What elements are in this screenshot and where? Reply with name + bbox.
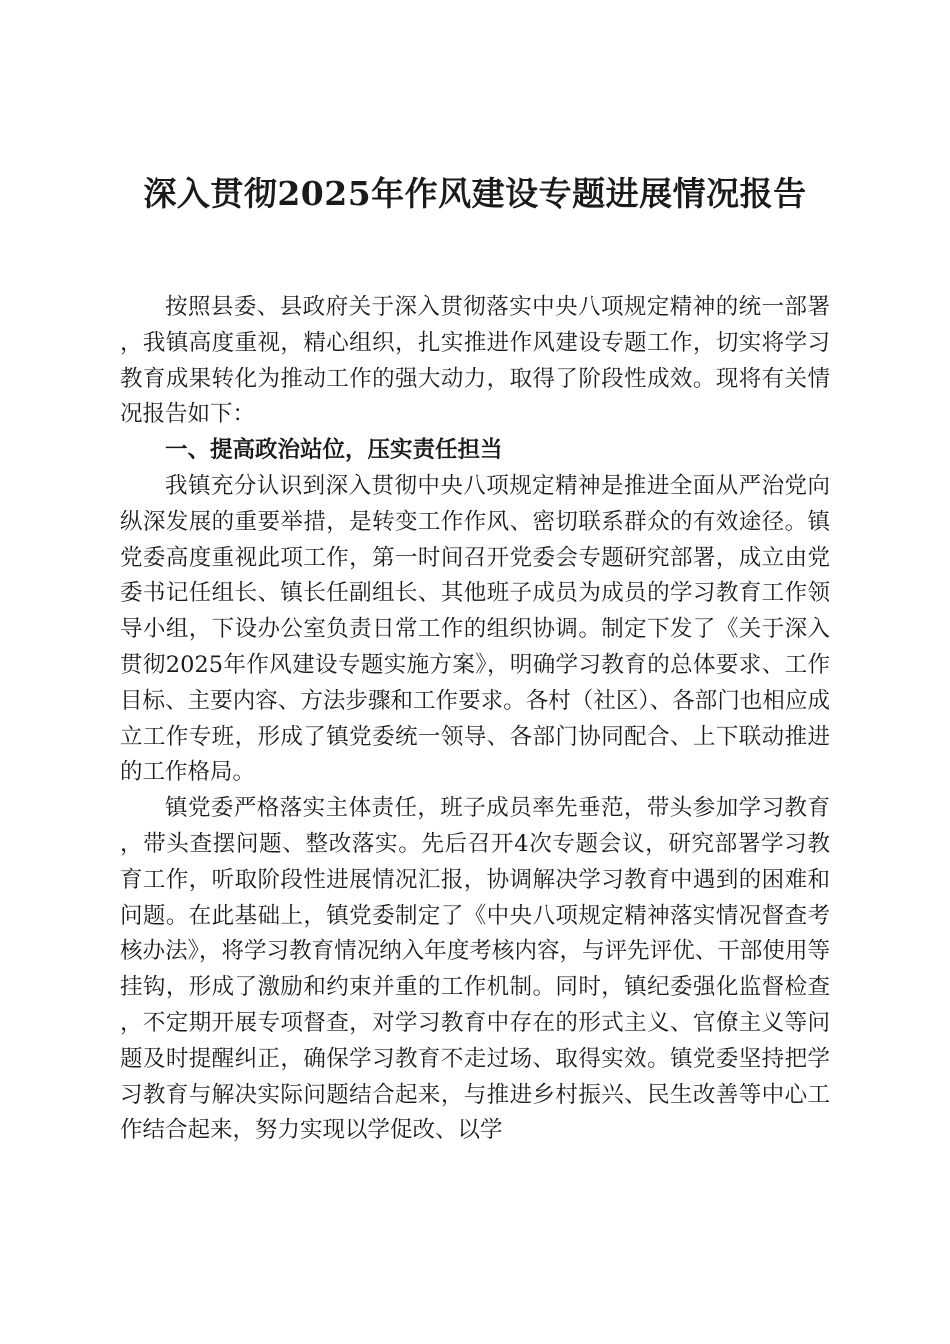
document-title: 深入贯彻2025年作风建设专题进展情况报告 <box>143 174 807 213</box>
intro-paragraph: 按照县委、县政府关于深入贯彻落实中央八项规定精神的统一部署，我镇高度重视，精心组织，扎实推进作风建设专题工作，切实将学习教育成果转化为推动工作的强大动力，取得了阶段性成效。现将有关情况报告如下： <box>120 294 830 428</box>
section-heading: 一、提高政治站位，压实责任担当 <box>165 437 503 464</box>
document-body <box>120 290 830 1149</box>
body-paragraph: 我镇充分认识到深入贯彻中央八项规定精神是推进全面从严治党向纵深发展的重要举措，是转变工作作风、密切联系群众的有效途径。镇党委高度重视此项工作，第一时间召开党委会专题研究部署，成立由党委书记任组长、镇长任副组长、其他班子成员为成员的学习教育工作领导小组，下设办公室负责日常工作的组织协调。制定下发了《关于深入贯彻2025年作风建设专题实施方案》，明确学习教育的总体要求、工作目标、主要内容、方法步骤和工作要求。各村（社区）、各部门也相应成立工作专班，形成了镇党委统一领导、各部门协同配合、上下联动推进的工作格局。 <box>120 472 830 786</box>
body-paragraph: 镇党委严格落实主体责任，班子成员率先垂范，带头参加学习教育，带头查摆问题、整改落实。先后召开4次专题会议，研究部署学习教育工作，听取阶段性进展情况汇报，协调解决学习教育中遇到的困难和问题。在此基础上，镇党委制定了《中央八项规定精神落实情况督查考核办法》，将学习教育情况纳入年度考核内容，与评先评优、干部使用等挂钩，形成了激励和约束并重的工作机制。同时，镇纪委强化监督检查，不定期开展专项督查，对学习教育中存在的形式主义、官僚主义等问题及时提醒纠正，确保学习教育不走过场、取得实效。镇党委坚持把学习教育与解决实际问题结合起来，与推进乡村振兴、民生改善等中心工作结合起来，努力实现以学促改、以学 <box>120 795 830 1144</box>
